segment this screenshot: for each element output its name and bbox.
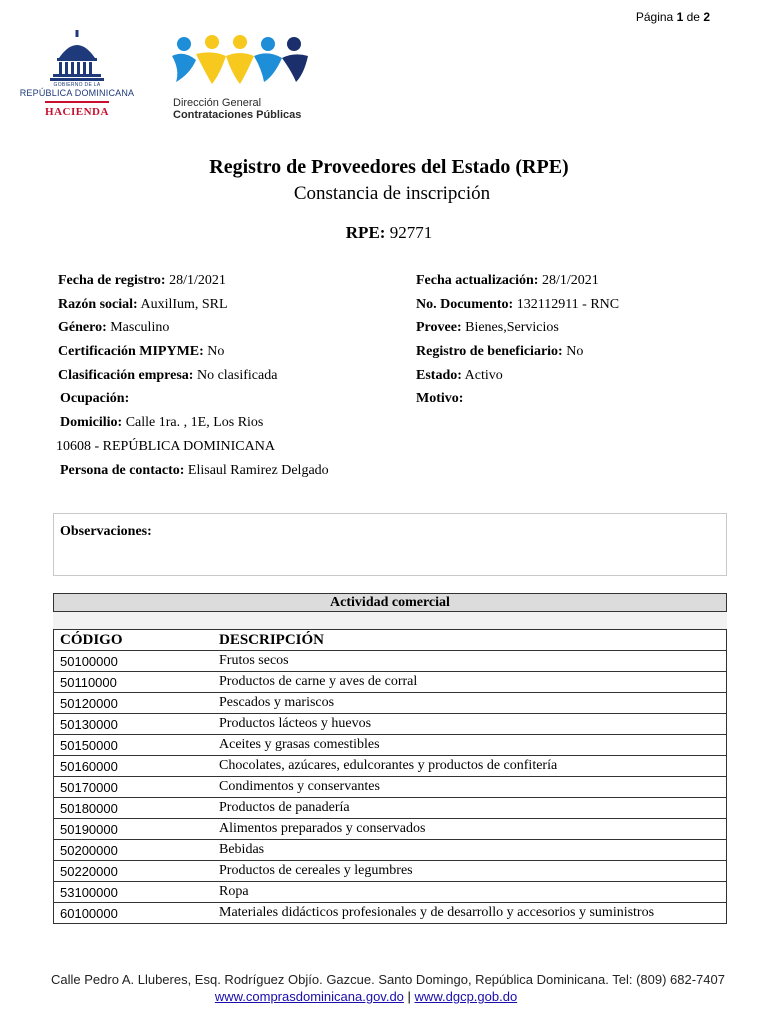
field-label: Estado: [416, 368, 462, 383]
page-total: 2 [703, 10, 710, 24]
cell-descripcion: Productos lácteos y huevos [213, 714, 727, 735]
logo-rule [45, 101, 109, 103]
link-dgcp[interactable]: www.dgcp.gob.do [414, 989, 518, 1004]
field-value: Calle 1ra. , 1E, Los Rios [125, 415, 264, 430]
cell-codigo: 50170000 [54, 777, 214, 798]
field-ocupacion [60, 391, 129, 407]
cell-codigo: 50180000 [54, 798, 214, 819]
cell-codigo: 50100000 [54, 651, 214, 672]
dgcp-line2: Contrataciones Públicas [173, 109, 302, 121]
field-label: Provee: [416, 320, 462, 335]
field-genero [58, 320, 169, 336]
field-value: No [566, 344, 584, 359]
gov-line3: HACIENDA [45, 106, 109, 118]
cell-codigo: 50160000 [54, 756, 214, 777]
field-label: No. Documento: [416, 297, 514, 312]
field-value: No [207, 344, 225, 359]
rpe-value: 92771 [389, 223, 433, 242]
cell-descripcion: Productos de carne y aves de corral [213, 672, 727, 693]
table-row [54, 693, 727, 714]
actividad-comercial-header: Actividad comercial [53, 593, 727, 612]
hacienda-logo [12, 30, 142, 125]
field-clasificacion [58, 368, 277, 384]
field-label: Clasificación empresa: [58, 368, 194, 383]
cell-descripcion: Pescados y mariscos [213, 693, 727, 714]
cell-descripcion: Chocolates, azúcares, edulcorantes y productos de confitería [213, 756, 727, 777]
gov-line1: GOBIERNO DE LA [53, 82, 101, 88]
table-row [54, 798, 727, 819]
field-label: Certificación MIPYME: [58, 344, 204, 359]
cell-descripcion: Productos de panadería [213, 798, 727, 819]
actividad-spacer [53, 612, 727, 629]
field-cert-mipyme [58, 344, 224, 360]
footer-address: Calle Pedro A. Lluberes, Esq. Rodríguez Objío. Gazcue. Santo Domingo, República Dominicana. Tel: (809) 682-7407 [51, 972, 725, 987]
gov-line2: REPÚBLICA DOMINICANA [19, 88, 135, 98]
table-row [54, 756, 727, 777]
cell-descripcion: Materiales didácticos profesionales y de desarrollo y accesorios y suministros [213, 903, 727, 924]
field-value: 28/1/2021 [169, 273, 226, 288]
cell-descripcion: Aceites y grasas comestibles [213, 735, 727, 756]
field-label: Domicilio: [60, 415, 123, 430]
page-current: 1 [676, 10, 684, 24]
cell-descripcion: Bebidas [213, 840, 727, 861]
cell-descripcion: Condimentos y conservantes [213, 777, 727, 798]
field-label: Género: [58, 320, 107, 335]
field-label: Registro de beneficiario: [416, 344, 563, 359]
field-label: Razón social: [58, 297, 138, 312]
actividad-table [53, 629, 727, 924]
column-header-codigo: CÓDIGO [54, 630, 214, 651]
table-row [54, 840, 727, 861]
table-row [54, 777, 727, 798]
field-label: Fecha de registro: [58, 273, 166, 288]
field-fecha-actualizacion [416, 273, 599, 289]
document-title: Registro de Proveedores del Estado (RPE) [209, 156, 569, 178]
link-comprasdominicana[interactable]: www.comprasdominicana.gov.do [214, 989, 404, 1004]
cell-codigo: 50150000 [54, 735, 214, 756]
field-value: No clasificada [196, 368, 278, 383]
footer-links [0, 989, 732, 1004]
cell-codigo: 50120000 [54, 693, 214, 714]
table-header-row [54, 630, 727, 651]
cell-codigo: 50110000 [54, 672, 214, 693]
field-estado [416, 368, 503, 384]
column-header-descripcion: DESCRIPCIÓN [213, 630, 727, 651]
field-label: Fecha actualización: [416, 273, 539, 288]
rpe-label: RPE: [345, 223, 386, 242]
cell-codigo: 53100000 [54, 882, 214, 903]
field-domicilio-line2: 10608 - REPÚBLICA DOMINICANA [56, 439, 275, 454]
cell-codigo: 50200000 [54, 840, 214, 861]
field-label: Ocupación: [60, 391, 130, 406]
field-persona-contacto [60, 463, 329, 479]
footer-separator: | [407, 989, 411, 1004]
field-value: 132112911 - RNC [516, 297, 620, 312]
cell-descripcion: Frutos secos [213, 651, 727, 672]
dgcp-line1: Dirección General [173, 97, 262, 109]
field-value: Elisaul Ramirez Delgado [187, 463, 329, 478]
cell-codigo: 50190000 [54, 819, 214, 840]
field-value: Activo [464, 368, 503, 383]
dgcp-logo [170, 34, 315, 124]
dgcp-people-icon [170, 34, 310, 92]
table-row [54, 882, 727, 903]
capitol-dome-icon [47, 30, 107, 82]
field-provee [416, 320, 559, 336]
field-razon-social [58, 297, 228, 313]
field-motivo [416, 391, 463, 407]
field-value: Bienes,Servicios [465, 320, 559, 335]
table-row [54, 651, 727, 672]
field-domicilio [60, 415, 263, 431]
page-label: Página [635, 10, 674, 24]
cell-descripcion: Ropa [213, 882, 727, 903]
document-subtitle: Constancia de inscripción [293, 183, 491, 204]
field-label: Persona de contacto: [60, 463, 185, 478]
cell-codigo: 50130000 [54, 714, 214, 735]
field-label: Motivo: [416, 391, 464, 406]
field-value: Masculino [110, 320, 170, 335]
table-row [54, 672, 727, 693]
table-row [54, 714, 727, 735]
cell-descripcion: Productos de cereales y legumbres [213, 861, 727, 882]
cell-codigo: 60100000 [54, 903, 214, 924]
field-no-documento [416, 297, 619, 313]
table-row [54, 819, 727, 840]
field-value: 28/1/2021 [541, 273, 599, 288]
rpe-number [0, 223, 768, 243]
table-row [54, 903, 727, 924]
field-value: AuxilIum, SRL [140, 297, 228, 312]
cell-codigo: 50220000 [54, 861, 214, 882]
cell-descripcion: Alimentos preparados y conservados [213, 819, 727, 840]
page-number [636, 10, 710, 24]
field-fecha-registro [58, 273, 226, 289]
table-row [54, 735, 727, 756]
table-row [54, 861, 727, 882]
observaciones-label: Observaciones: [60, 524, 152, 539]
observaciones-box [53, 513, 727, 576]
field-registro-beneficiario [416, 344, 583, 360]
page-of: de [686, 10, 700, 24]
